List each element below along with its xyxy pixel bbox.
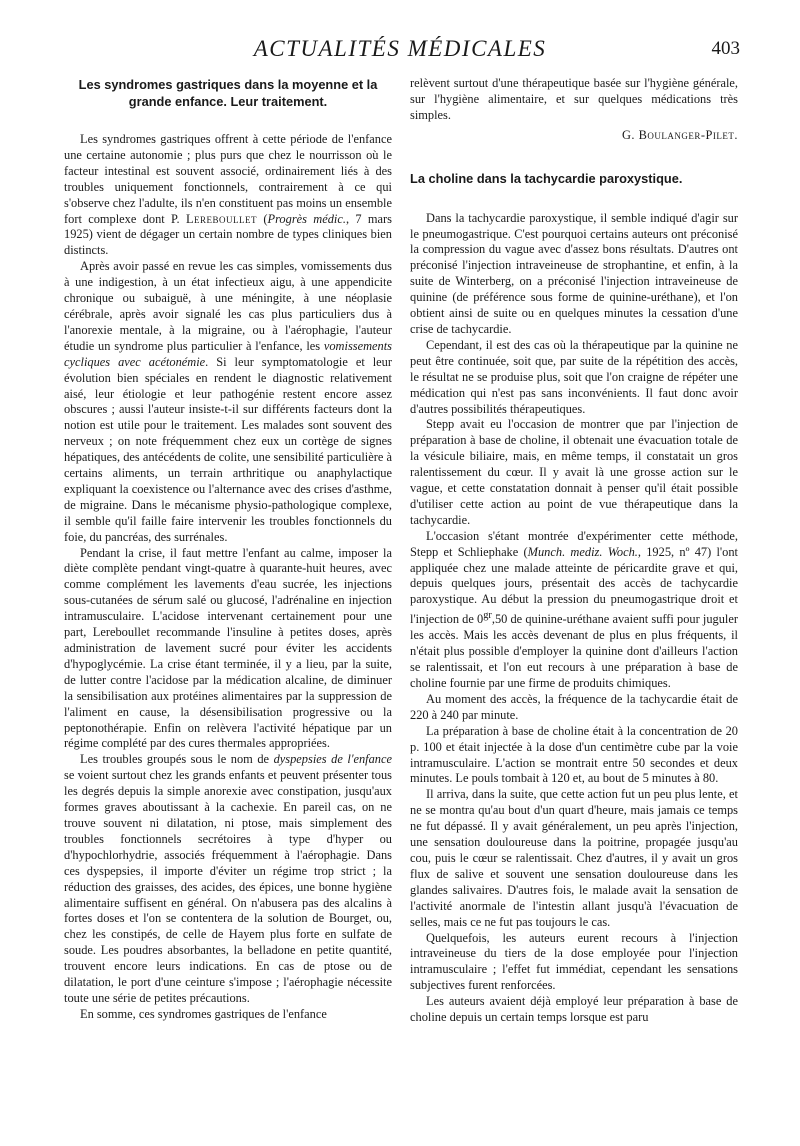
text-run: Après avoir passé en revue les cas simples, vomissements dus à une indigestion, à un état infectieux aigu, à une appendicite chronique ou subaiguë, à une méningite, à une néoplasie cérébrale, après avoir signalé les cas plus particuliers dus à l'anorexie mentale, à la migraine, ou à l'aérophagie, l'auteur étudie un syndrome plus particulier à l'enfance, les [64, 259, 392, 353]
article1-paragraph-3: Pendant la crise, il faut mettre l'enfant au calme, imposer la diète complète pendant vingt-quatre à quarante-huit heures, avec comme complément les lavements d'eau sucrée, les injections sous-cutanées de sérum salé ou glucosé, l'adrénaline en injection intramusculaire. L'acidose intervenant certainement pour une part, Lereboullet recommande l'insuline à petites doses, après administration de lavement sucré pour éviter les accidents d'hypoglycémie. La crise étant terminée, il y a lieu, par la suite, de lutter contre l'acidose par la médication alcaline, de diminuer la sensibilisation aux protéines alimentaires par la suppression de l'aliment en cause, la désensibilisation progressive ou la peptonothérapie. Enfin on relèvera l'activité hépatique par un régime complété par des cures thermales appropriées. [64, 545, 392, 751]
article2-paragraph-8: Quelquefois, les auteurs eurent recours à l'injection intraveineuse du tiers de la dose employée pour l'injection intramusculaire ; l'effet fut immédiat, cependant les sensations subjectives furent renforcées. [410, 930, 738, 993]
page-number: 403 [711, 38, 740, 59]
citation-source: Progrès médic. [267, 211, 346, 226]
article1-paragraph-5-start: En somme, ces syndromes gastriques de l'enfance [80, 1006, 327, 1021]
left-column [64, 76, 392, 1023]
author-signature: G. Boulanger-Pilet. [621, 127, 738, 142]
text-run: se voient surtout chez les grands enfants et peuvent présenter tous les degrés depuis la simple anorexie avec constipation, jusqu'aux formes graves aboutissant à la cachexie. En pareil cas, on ne trouve souvent ni dilatation, ni ptose, mais simplement des troubles fonctionnels secrétoires à type d'hyper ou d'hypochlorhydrie, associés fréquemment à l'aérophagie. Dans ces dyspepsies, il importe d'éviter un régime trop strict ; la réduction des graisses, des acides, des épices, une bonne hygiène alimentaire suffisent en général. On n'abusera pas des alcalins à fortes doses et l'on se contentera de la solution de Bourget, ou, chez les constipés, de celle de Hayem plus forte en sulfate de soude. Les poudres absorbantes, la belladone en petite quantité, trouvent encore leurs indications. En cas de ptose ou de dilatation, le port d'une ceinture s'impose ; l'aérophagie nécessite toute une série de petites précautions. [64, 768, 392, 1005]
unit-superscript: gr [483, 610, 492, 622]
article2-paragraph-1: Dans la tachycardie paroxystique, il semble indiqué d'agir sur le pneumogastrique. C'est pourquoi certains auteurs ont préconisé la compression du vague avec d'assez bons résultats. D'autres ont préconisé l'injection intraveineuse de strophantine, et enfin, à la suite de Winterberg, on a préconisé l'injection intraveineuse de quinine (de préférence sous forme de quinine-uréthane), et l'on obtient ainsi de suite ou en quelques minutes la cessation d'une crise de tachycardie. [410, 210, 738, 336]
article1-paragraph-5-end: relèvent surtout d'une thérapeutique basée sur l'hygiène générale, sur l'hygiène alimentaire, et sur quelques médications très simples. [410, 76, 738, 122]
text-run: , 1925, nº 47) l'ont appliquée chez une malade atteinte de péricardite grave et qui, depuis quelques jours, présentait des accès de tachycardie paroxystique. Au début la pression du pneumogastrique droit et l'injection de 0 [410, 544, 738, 627]
article2-paragraph-6: La préparation à base de choline était à la concentration de 20 p. 100 et était injectée à la dose d'un centimètre cube par la voie intramusculaire. L'action se montrait entre 50 secondes et deux minutes. Le pouls tombait à 120 et, au bout de 5 minutes à 80. [410, 723, 738, 786]
text-run: . Si leur symptomatologie et leur évolution bien spéciales en rendent le diagnostic relativement aisé, leur étiologie et leur pathogénie restent encore assez obscures ; aussi l'auteur insiste-t-il sur différents facteurs dont la notion est utile pour le traitement. Les malades sont souvent des nerveux ; on note fréquemment chez eux un cortège de signes hépatiques, des antécédents de colite, une sensibilité particulière à certains aliments, un terrain arthritique ou anaphylactique expliquant la coexistence ou l'alternance avec des crises d'asthme, de migraine. Dans le mécanisme physio-pathologique complexe, il semble qu'il faille faire intervenir les troubles fonctionnels du foie, du pancréas, des surrénales. [64, 354, 392, 544]
article2-paragraph-7: Il arriva, dans la suite, que cette action fut un peu plus lente, et ne se montra qu'au bout d'un quart d'heure, mais jamais ce temps ne fut dépassé. Il y avait généralement, un peu après l'injection, une sensation douloureuse dans la poitrine, propagée jusqu'au cou, puis le cœur se ralentissait. Chez d'autres, il y avait un gros flux de salive et souvent une sensation douloureuse dans les glandes salivaires. D'autres fois, le malade avait la sensation de l'activité anormale de l'intestin allant jusqu'à l'évacuation de selles, mais ce ne fut pas toujours le cas. [410, 787, 738, 929]
text-run: , 7 mars 1925) vient de dégager un certain nombre de types cliniques bien distincts. [64, 211, 392, 258]
article2-title: La choline dans la tachycardie paroxystique. [410, 170, 683, 186]
text-run: Les troubles groupés sous le nom de [80, 752, 274, 767]
article2-paragraph-9: Les auteurs avaient déjà employé leur préparation à base de choline depuis un certain temps lorsque est paru [410, 994, 738, 1025]
article1-title: Les syndromes gastriques dans la moyenne et la grande enfance. Leur traitement. [78, 77, 378, 109]
author-name: Lereboullet [185, 211, 258, 226]
italic-term: vomissements cycliques avec acétonémie [64, 338, 392, 369]
article1-paragraph-2 [64, 259, 392, 545]
text-run: ( [257, 211, 268, 226]
article1-paragraph-4 [64, 752, 392, 1007]
article2-paragraph-3: Stepp avait eu l'occasion de montrer que par l'injection de préparation à base de choline, il obtenait une évacuation totale de la vésicule biliaire, mais, en même temps, il constatait un gros ralentissement du cœur. Il y avait là une grosse action sur le vague, et cette constatation donnait à penser qu'il était possible d'utiliser cette action au point de vue thérapeutique dans la tachycardie. [410, 417, 738, 527]
running-title: ACTUALITÉS MÉDICALES [253, 36, 547, 61]
text-run: Les syndromes gastriques offrent à cette période de l'enfance une certaine autonomie ; plus purs que chez le nourrisson où le facteur intestinal est souvent associé, ordinairement liés à des troubles uniquement fonctionnels, contrairement à ce qui s'observe chez l'adulte, ils n'en constituent pas moins un ensemble fort complexe dont P. [64, 132, 392, 226]
article2-paragraph-4 [410, 529, 738, 692]
italic-term: dyspepsies de l'enfance [273, 752, 392, 767]
article2-paragraph-5: Au moment des accès, la fréquence de la tachycardie était de 220 à 240 par minute. [410, 691, 738, 722]
citation-source: Munch. mediz. Woch. [527, 544, 638, 559]
article2-paragraph-2: Cependant, il est des cas où la thérapeutique par la quinine ne peut être continuée, soit que, par suite de la répétition des accès, le résultat ne se produise plus, soit que l'on craigne de répéter une médication qui n'est pas sans inconvénients. Il faut donc avoir d'autres possibilités thérapeutiques. [410, 337, 738, 416]
text-run: ,50 de quinine-uréthane avaient suffi pour juguler les accès. Mais les accès devenant de plus en plus fréquents, il n'était plus possible d'employer la quinine dont d'ailleurs l'action se ralentissait, et l'on eut recours à une préparation à base de choline fournie par une firme de produits chimiques. [410, 612, 738, 691]
right-column [410, 76, 738, 1026]
running-head [60, 36, 740, 66]
article1-paragraph-1 [64, 132, 392, 259]
text-run: L'occasion s'étant montrée d'expérimenter cette méthode, Stepp et Schliephake ( [410, 528, 738, 559]
